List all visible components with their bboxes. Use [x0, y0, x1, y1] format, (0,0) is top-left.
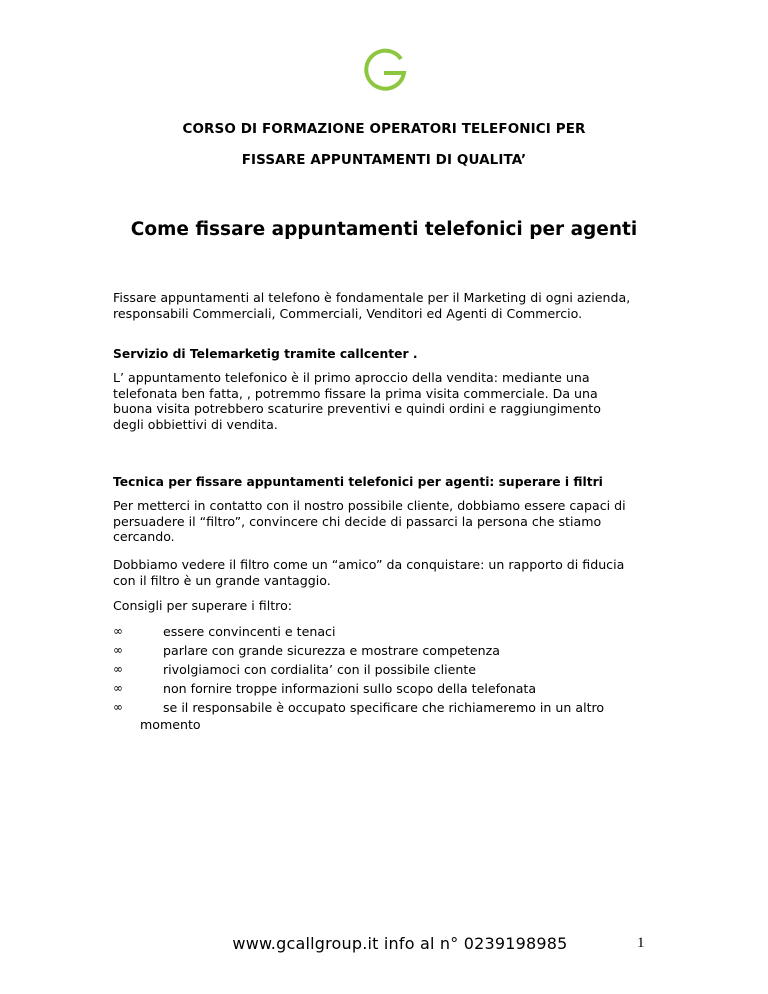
paragraph-line: con il filtro è un grande vantaggio.	[113, 572, 331, 588]
section2-paragraph3: Consigli per superare i filtro:	[113, 598, 293, 613]
list-item-text: se il responsabile è occupato specificare che richiameremo in un altro	[163, 700, 605, 715]
course-title-line1: CORSO DI FORMAZIONE OPERATORI TELEFONICI PER	[182, 121, 586, 137]
section2-paragraph2	[113, 557, 673, 588]
paragraph-line: buona visita potrebbero scaturire preventivi e quindi ordini e raggiungimento	[113, 401, 601, 416]
intro-paragraph	[113, 290, 673, 321]
section1-paragraph	[113, 370, 673, 432]
list-item-text: rivolgiamoci con cordialita’ con il possibile cliente	[163, 662, 477, 677]
gcall-logo-icon	[357, 48, 409, 94]
paragraph-line: L’ appuntamento telefonico è il primo aproccio della vendita: mediante una	[113, 370, 590, 385]
infinity-bullet-icon: ∞	[113, 681, 123, 695]
page-number: 1	[637, 935, 645, 951]
tips-list	[113, 624, 673, 732]
course-title-line2: FISSARE APPUNTAMENTI DI QUALITA’	[241, 152, 527, 168]
infinity-bullet-icon: ∞	[113, 643, 123, 657]
paragraph-line: Per metterci in contatto con il nostro possibile cliente, dobbiamo essere capaci di	[113, 498, 626, 513]
list-item-text: essere convincenti e tenaci	[163, 624, 336, 639]
infinity-bullet-icon: ∞	[113, 700, 123, 714]
list-item	[113, 681, 673, 700]
section1-heading: Servizio di Telemarketig tramite callcenter .	[113, 347, 418, 361]
paragraph-line: degli obbiettivi di vendita.	[113, 416, 278, 432]
list-item	[113, 643, 673, 662]
list-item	[113, 662, 673, 681]
infinity-bullet-icon: ∞	[113, 662, 123, 676]
list-item-text: non fornire troppe informazioni sullo scopo della telefonata	[163, 681, 537, 696]
paragraph-line: telefonata ben fatta, , potremmo fissare la prima visita commerciale. Da una	[113, 385, 598, 401]
section2-heading: Tecnica per fissare appuntamenti telefonici per agenti: superare i filtri	[113, 475, 603, 489]
main-title: Come fissare appuntamenti telefonici per agenti	[130, 219, 638, 240]
list-item	[113, 624, 673, 643]
list-item-text: parlare con grande sicurezza e mostrare competenza	[163, 643, 500, 658]
paragraph-line: persuadere il “filtro”, convincere chi decide di passarci la persona che stiamo	[113, 513, 602, 529]
section2-paragraph1	[113, 498, 673, 545]
footer-contact: www.gcallgroup.it info al n° 0239198985	[232, 934, 568, 953]
intro-line: Fissare appuntamenti al telefono è fondamentale per il Marketing di ogni azienda,	[113, 290, 631, 305]
infinity-bullet-icon: ∞	[113, 624, 123, 638]
intro-line: responsabili Commerciali, Commerciali, Venditori ed Agenti di Commercio.	[113, 305, 583, 321]
paragraph-line: cercando.	[113, 529, 175, 544]
paragraph-line: Dobbiamo vedere il filtro come un “amico” da conquistare: un rapporto di fiducia	[113, 557, 625, 572]
list-item-continuation: momento	[140, 717, 201, 732]
